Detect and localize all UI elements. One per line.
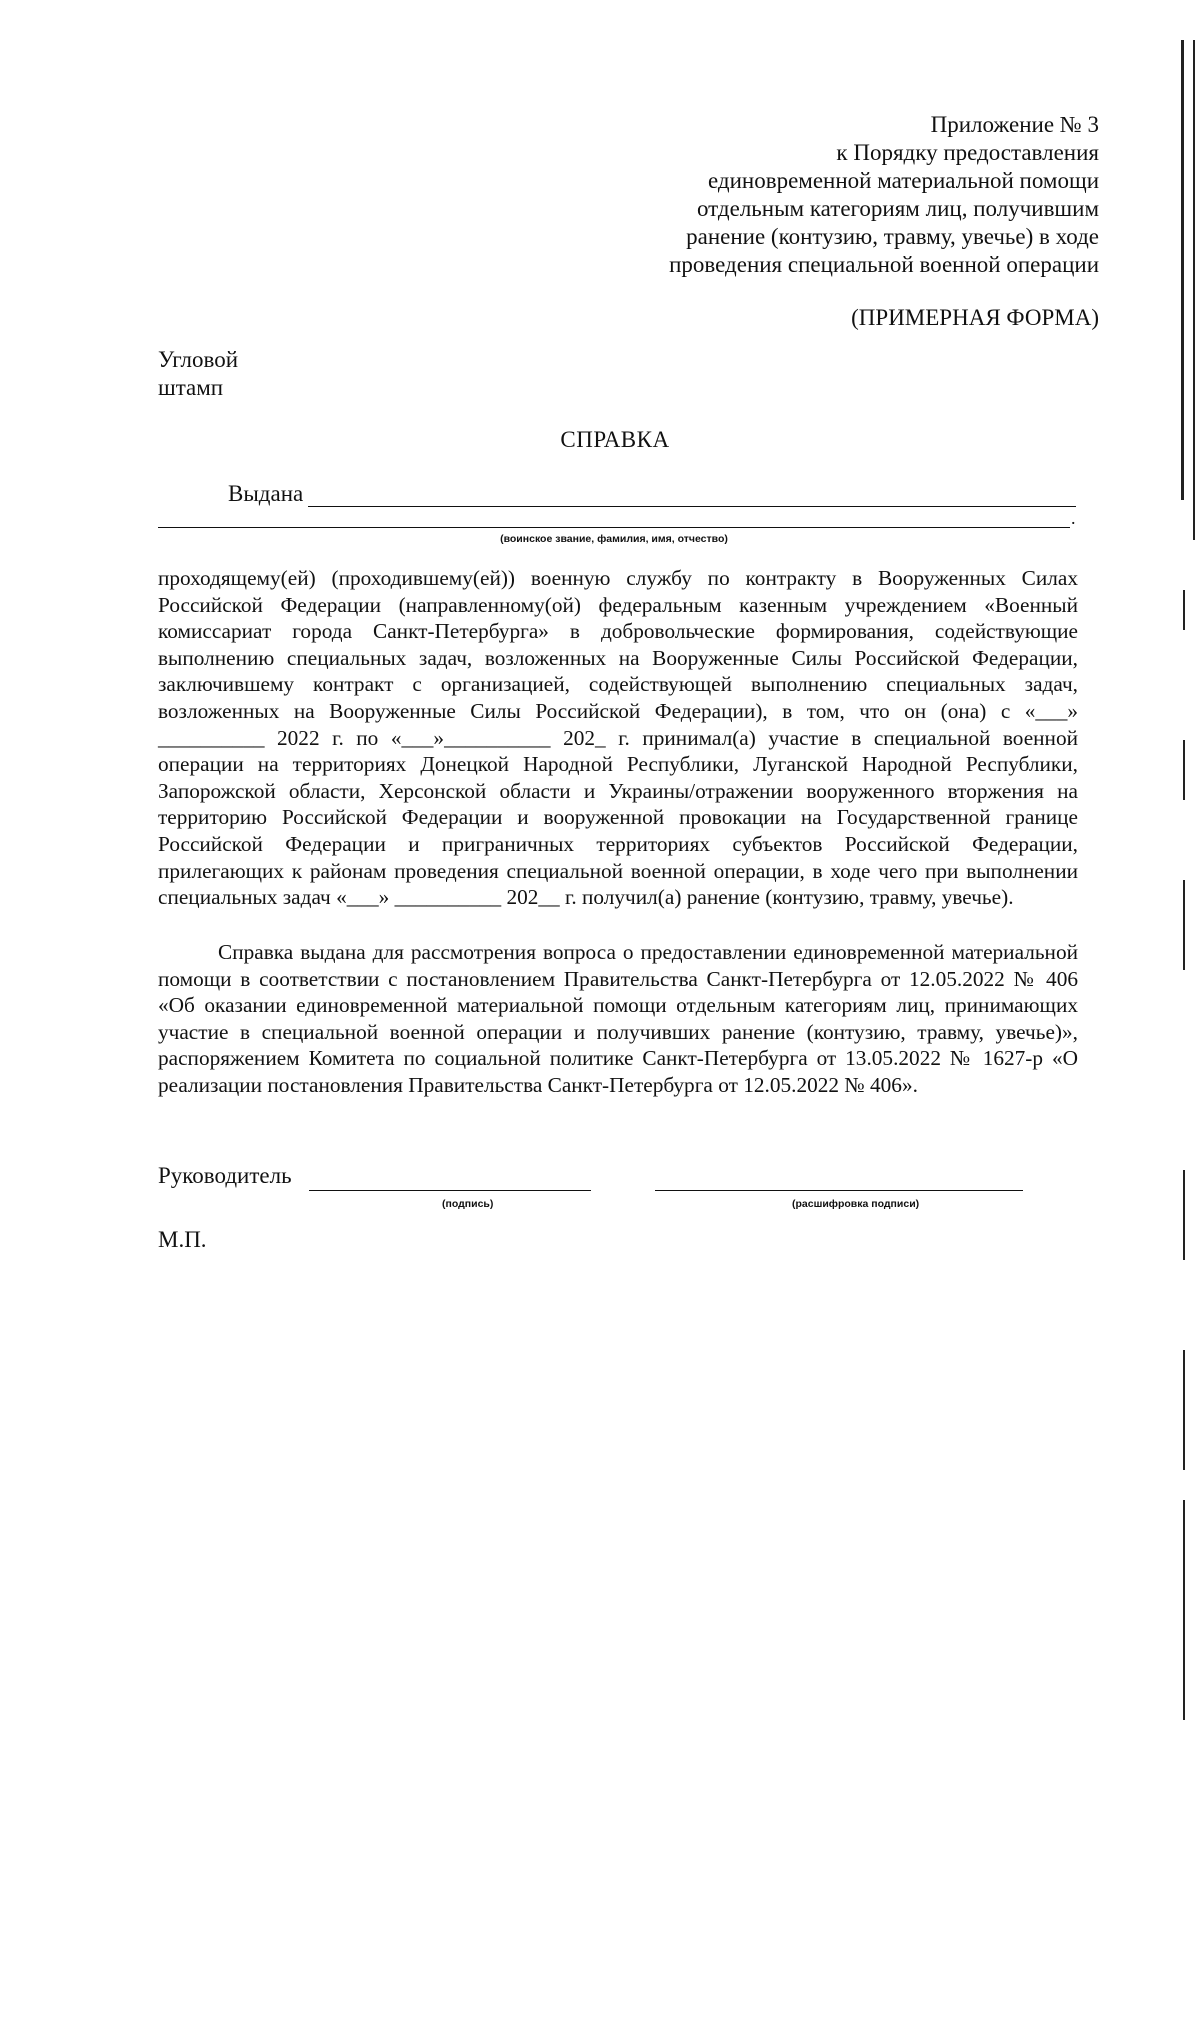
stamp-line: Угловой	[158, 347, 239, 372]
head-signature-label: Руководитель	[158, 1163, 292, 1188]
signature-blank-line	[309, 1190, 591, 1191]
appendix-line: единовременной материальной помощи	[708, 168, 1099, 193]
appendix-header	[539, 111, 1099, 279]
main-paragraph: проходящему(ей) (проходившему(ей)) военную службу по контракту в Вооруженных Силах Российской Федерации (направленному(ой) федеральным казенным учреждением «Военный комиссариат города Санкт-Петербурга» в добровольческие формирования, содействующие выполнению специальных задач, возложенных на Вооруженные Силы Российской Федерации, заключившему контракт с организацией, содействующей выполнению специальных задач, возложенных на Вооруженные Силы Российской Федерации), в том, что он (она) с «___» __________ 2022 г. по «___»__________ 202_ г. принимал(а) участие в специальной военной операции на территориях Донецкой Народной Республики, Луганской Народной Республики, Запорожской области, Херсонской области и Украины/отражении вооруженного вторжения на территорию Российской Федерации и вооруженной провокации на Государственной границе Российской Федерации и приграничных территориях субъектов Российской Федерации, прилегающих к районам проведения специальной военной операции, в ходе чего при выполнении специальных задач «___» __________ 202__ г. получил(а) ранение (контузию, травму, увечье).	[158, 566, 1078, 910]
signature-caption: (подпись)	[442, 1198, 494, 1210]
seal-placeholder: М.П.	[158, 1227, 207, 1252]
basis-paragraph: Справка выдана для рассмотрения вопроса о предоставлении единовременной материальной помощи в соответствии с постановлением Правительства Санкт-Петербурга от 12.05.2022 № 406 «Об оказании единовременной материальной помощи отдельным категориям лиц, принимающих участие в специальной военной операции и получивших ранение (контузию, травму, увечье)», распоряжением Комитета по социальной политике Санкт-Петербурга от 13.05.2022 № 1627-р «О реализации постановления Правительства Санкт-Петербурга от 12.05.2022 № 406».	[158, 940, 1078, 1097]
scan-edge-mark	[1183, 1500, 1185, 1720]
scan-edge-mark	[1183, 880, 1185, 970]
scan-edge-mark	[1183, 1170, 1185, 1260]
signature-decode-caption: (расшифровка подписи)	[792, 1198, 920, 1210]
scan-edge-mark	[1183, 1350, 1185, 1470]
corner-stamp-placeholder	[158, 346, 238, 402]
issued-blank-line	[308, 506, 1076, 507]
stamp-line: штамп	[158, 375, 224, 400]
issued-to-field	[228, 480, 1076, 510]
name-field-caption: (воинское звание, фамилия, имя, отчество)	[500, 533, 728, 545]
appendix-line: отдельным категориям лиц, получившим	[696, 196, 1099, 221]
issued-label: Выдана	[228, 481, 304, 506]
scan-edge-mark	[1181, 40, 1184, 500]
appendix-line: проведения специальной военной операции	[669, 252, 1099, 277]
scan-edge-mark	[1183, 740, 1185, 800]
issued-end-mark: .	[1071, 508, 1076, 528]
document-title: СПРАВКА	[560, 427, 670, 452]
issued-blank-line-2	[158, 527, 1070, 528]
appendix-line: Приложение № 3	[930, 112, 1099, 137]
form-kind-label: (ПРИМЕРНАЯ ФОРМА)	[851, 305, 1099, 330]
scan-edge-mark	[1193, 40, 1195, 540]
appendix-line: к Порядку предоставления	[836, 140, 1099, 165]
signature-decode-blank-line	[655, 1190, 1023, 1191]
appendix-line: ранение (контузию, травму, увечье) в ходе	[686, 224, 1099, 249]
scan-edge-mark	[1183, 590, 1185, 630]
